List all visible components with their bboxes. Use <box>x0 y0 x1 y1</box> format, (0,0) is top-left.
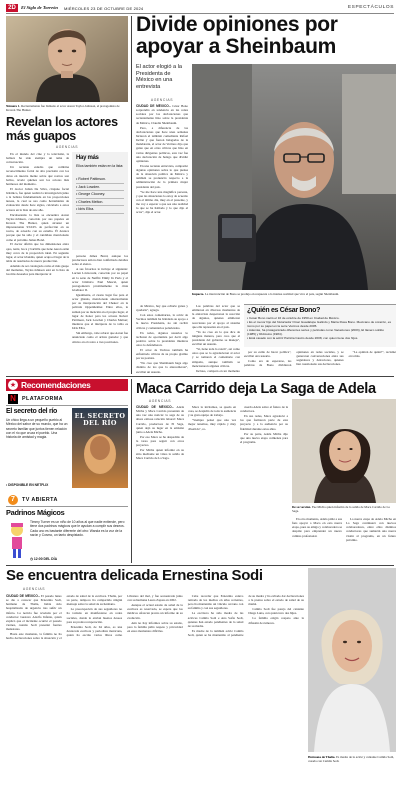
left-agency: AGENCIAS <box>55 145 79 149</box>
banner-title: Recomendaciones <box>21 380 91 390</box>
paragraph: Encabezando la lista se encuentra Aaron Taylor-Johnson, conocido por sus papeles en Kraven The Hunter, quien alcanzó un impresionante 93.04% de perfección en su rostro, de acuerdo con su estudio. Él destaca porque que ha sido y el candidato mencionado como el próximo James Bond. <box>6 212 69 242</box>
paragraph: Además de ser catalogado como el más guapo del momento, Taylor-Johnson está en la lista de los más deseados para interpretar al <box>6 264 69 277</box>
left-photo-caption <box>6 104 128 112</box>
main-lede: El actor elogió a la Presidenta de México en una entrevista <box>136 64 183 90</box>
paragraph: Por eso Maca se ha despedido de la tarea para seguir con otros proyectos. <box>136 434 184 448</box>
list-item: • Robert Pattinson. <box>76 176 124 184</box>
paragraph: Un reciente estudio que combina reconocimiento facial de alta precisión con los datos en nuestra mente sobre qué rostros son bellos, reveló quiénes son los actores más hermosos del momento. <box>6 165 69 186</box>
paragraph: CIUDAD DE MÉXICO.- Adela Micha y Maca Carrido presentan de una vez una noticia: la saga de su ahora exitosa relación laboral: Maca Carrido, productora de El Saga, quien dejó su lugar en la emisión junto a Adela Micha. <box>136 405 184 434</box>
paragraph: Incluso, comparó en un momento <box>196 368 240 373</box>
paragraph: "Yo no creo en lo que dice de ninguna manera, pero creo que el presidente del gobierno se maneja", escribió un usuario. <box>192 329 240 347</box>
sidebar-title: Hay más <box>76 155 99 161</box>
dateline: CIUDAD DE MÉXICO.- <box>136 405 174 409</box>
paper-name: El Siglo de Torreón <box>21 5 58 10</box>
bottom-photo-caption <box>308 755 396 763</box>
portrait-illustration <box>292 399 396 503</box>
paragraph: La familia exigió respeto ante la difusión de rumores. <box>248 616 304 625</box>
caption-name: Hermana de Thalía. <box>308 755 336 759</box>
caption-text: Recientemente fue llamado el actor Aaron Taylor-Johnson, el protagonista de Kraven The Hunter. <box>6 104 120 112</box>
paragraph: Es madre de la también actriz Camila Sodi, quien se ha mantenido al pendiente de su madre y ha evitado dar declaraciones a la prensa sobre el estado de salud de su mamá. <box>187 594 304 637</box>
show2-text: Timmy Turner es un niño de 10 años al que nadie entiende, pero tiene dos padrinos mágicos que le ayudan a cumplir sus deseos. Cada uno es bastante diferente del otro: Wanda es la voz de la razón y Cosmo, un tanto despistado. <box>30 520 125 537</box>
section-name: ESPECTÁCULOS <box>347 5 394 11</box>
maca-agency: AGENCIAS <box>148 399 172 403</box>
maca-headline: Maca Carrido deja La Saga de Adela <box>136 381 376 397</box>
list-item: • Idris Elba. <box>76 206 124 214</box>
maca-col-2 <box>188 405 236 561</box>
paragraph: El doctor afirmó que los dimensiones entre ojos, nariz, boca y barbilla que tiene Aaron están muy cerca de la proporción ideal. En segundo lugar, el actor irlandés, quien ocupa el lugar de la tabla de resultados de nueva producción. <box>6 242 69 264</box>
paragraph: La nueva etapa de Adela Micha en La Saga continuará con nuevos colaboradores, entre ellos distintos conductores que sumarán una nueva visión al programa, en un futuro próximo. <box>346 517 396 542</box>
paragraph: Aunque el actual estado de salud de la escritora es reservado, se espera que los médicos ofrezcan pronto un informe de su evolución. <box>127 603 183 620</box>
section-divider <box>6 376 394 377</box>
maca-col-1 <box>136 405 184 561</box>
paragraph: "No creo que Sheinbaum haga algo distinto de los que la antecedieron", escribió un usuario. <box>136 361 188 374</box>
platform1-name: PLATAFORMA <box>22 396 63 402</box>
more-actors-sidebar <box>72 152 128 250</box>
paragraph: Igualmente, el cuarto lugar fue para el actor ghanés, mencionado anteriormente por su interpretación del Chekov en la película Oppenheimer. Entre ellos, le suman por su mención en el propio lugar, el lugar de honor para los actores Robert Pattinson, Jack Lowden y Charles Melton; mientras que el intérprete de la tabla es Idris Elba. <box>72 293 128 331</box>
portrait-illustration <box>6 16 128 102</box>
paragraph: En redes, algunos usuarios lo tacharon de oportunista por decir algo positivo sobre la presidenta mientras otros lo defendieron. <box>136 330 188 347</box>
main-headline <box>136 14 396 58</box>
bottom-headline: Se encuentra delicada Ernestina Sodi <box>6 567 263 584</box>
maca-col-4 <box>292 517 342 561</box>
paragraph: "Se me hace una magnífica persona, y que las situaciones lo estoy de acuerdo con el último día, muy en el presente, y me voy a esperar a que sea una realidad lo que se ha hablado y lo que dijo el actor", dijo el actor. <box>136 189 188 215</box>
main-col-1 <box>136 104 188 300</box>
paragraph: cuerda Adela sobre el futuro de la conductora. <box>240 405 288 414</box>
list-item: • Jack Lowden. <box>76 184 124 192</box>
caption-name: Impacto. <box>192 292 205 296</box>
middle-body <box>72 254 128 374</box>
paragraph: de México, hay que echarle ganas y ayudarla", agregó. <box>136 304 188 313</box>
padrinos-magicos-art <box>6 520 28 560</box>
maca-col-3 <box>240 405 288 561</box>
ernestina-sodi-photo <box>308 568 396 752</box>
paragraph: Hasta este momento, la familia no ha hecho declaraciones sobre la situación y el estado de salud de la escritora. Thalía, por su parte, tampoco ha compartido ningún mensaje sobre la salud de su hermana. <box>6 594 123 641</box>
caption-name: De su versión. <box>292 505 312 509</box>
list-item: ▪ Está casado con la actriz Patricia Castro desde 2008, con quien tiene dos hijos. <box>247 336 359 340</box>
aaron-taylor-johnson-photo <box>6 16 128 102</box>
paragraph: El doctor Julian De Silva, cirujano facial británico, fue quien realizó la investigación junto a la belleza fundamentada en las proporciones áureas, la cual se usa como herramienta de evaluación desde hace siglos, calculada a estos actores en la lista de este año. <box>6 186 69 212</box>
platform2-name: TV ABIERTA <box>22 497 58 503</box>
issue-date: MIÉRCOLES 23 DE OCTUBRE DE 2024 <box>64 5 144 11</box>
column-divider <box>131 379 132 563</box>
paragraph: Por su parte, Adela Micha dijo que una nueva etapa comienza para el programa. <box>240 431 288 444</box>
maca-col-5 <box>346 517 396 561</box>
paragraph: Por Micha quien informó en su sitio mediante un video la salida de Maca Carrido de La Saga. <box>136 448 184 461</box>
paragraph: Como era de esperarse, las palabras de Bono dividieron opiniones en redes sociales, y se generaron conversaciones entre sus seguidores y detractores, quienes han cuestionado sus declaraciones. <box>244 350 344 368</box>
column-divider <box>131 16 132 374</box>
el-secreto-del-rio-poster <box>72 408 128 488</box>
main-agency: AGENCIAS <box>150 98 174 102</box>
caption-text: Es madre de la actriz y cantante Camila Sodi, casada con Camila Sodi. <box>308 755 395 763</box>
platform2-header <box>6 495 128 507</box>
paragraph: CIUDAD DE MÉXICO.- César Bono sorprendió en tendencia en las redes sociales por las declaraciones que recientemente hizo sobre la presidenta de México, Claudia Sheinbaum. <box>136 104 188 125</box>
list-item: ▪ Además, ha protagonizado diferentes series y películas como Vacaciones (2003), El llanero solitito (1985) y Ridículos (1984). <box>247 328 384 336</box>
paragraph: CIUDAD DE MÉXICO.- El pasado lunes se dio a conocer que Ernestina Sodi, hermana de Thalía, había sido hospitalizada de urgencia tras sufrir un infarto. La noticia fue revelada por el conductor Gustavo Adolfo Infante, quien explicó que el incidente ocurrió el pasado viernes, cuando Sodi presentó fuertes malestares. <box>6 594 62 632</box>
paragraph: Cabe recordar que Ernestina estuvo retirada de los medios en años recientes, pero ha mantenido un vínculo cercano con su familia y con sus seguidores. <box>187 594 244 611</box>
sidebar-list <box>76 176 124 214</box>
cesar-bono-photo <box>192 64 396 290</box>
poster-title: EL SECRETO DEL RÍO <box>74 412 126 427</box>
caption-name: Número 1. <box>6 104 21 108</box>
headline-line: apoyar a Sheinbaum <box>136 35 336 58</box>
bio-box <box>244 304 396 347</box>
show2-time: ◷ 12:00 DEL DÍA <box>30 557 58 561</box>
show1-platform: • DISPONIBLE EN NETFLIX <box>6 483 49 487</box>
section-divider <box>6 565 394 566</box>
paragraph: A sus favoritos le incluye el siguiente: Lucien Laviscount, conocido por su papel en la serie de Netflix Emily In Paris y el actor británico Paul Mescal, quien protagonizará próximamente la cinta Gladiator II. <box>72 267 128 293</box>
paragraph: "Siempre pensé que una vez mejor tenemos, muy rápido y muy divertido", re- <box>188 418 236 431</box>
caption-text: Fue Micha quien informó de la salida de Maca Carrido de La Saga. <box>292 505 390 513</box>
paragraph: En sus redes, Maca agradeció a los que formaron parte de este proyecto y a la audiencia por su fidelidad durante estos años. <box>240 414 288 431</box>
show1-title: El secreto del río <box>6 408 58 415</box>
interview-scene-illustration <box>192 64 396 290</box>
left-headline: Revelan los actores más guapos <box>6 115 118 143</box>
bottom-agency: AGENCIAS <box>22 587 46 591</box>
paragraph: por su estilo de hacer política", escribió otra usuaria. <box>244 350 292 359</box>
paragraph: Las palabras del actor que se emitieron en diversos momentos de la entrevista despertaron la reacción de algunos, quienes emitieron reacciones por el apoyo al sistema que ella representa en el país. <box>192 304 240 329</box>
bottom-body <box>6 594 304 789</box>
show2-title: Padrinos Mágicos <box>6 508 65 517</box>
main-col-3 <box>136 304 188 374</box>
paragraph: Camila Sodi fue pareja del cantante Diego Luna, con quien tuvo dos hijos. <box>248 607 304 616</box>
left-body <box>6 152 69 374</box>
cartoon-illustration <box>6 520 28 560</box>
paragraph: En una reciente entrevista, compartió algunas opiniones sobre lo que piensa de la situación política de México y también se pronunció respecto a la administración de la primera mujer presidenta del país. <box>136 163 188 189</box>
main-col-2 <box>192 304 240 374</box>
paragraph: "La opinión de quién?", reclamó otra más. <box>348 350 396 359</box>
paragraph: Maca la invitamos, se queda en casa, se despidió de toda la audiencia y su gran equipo de trabajo. <box>188 405 236 418</box>
platform1-header <box>6 394 128 406</box>
paragraph: Con estos comentarios, la actriz de Vecinos también ha brindado su apoyo a la nueva Presidenta, no sin recibir críticas y comentarios polarizados. <box>136 313 188 330</box>
dateline: CIUDAD DE MÉXICO.- <box>6 594 40 598</box>
paragraph: En otro momento, Adela pidió a sus fans apoyar a Maca en esta nueva etapa, pues su amiga y colaboradora se despide para emprender un nuevo camino profesional. <box>292 517 342 538</box>
bio-list <box>247 316 393 340</box>
paragraph: Ernestina Sodi, de 64 años, es una destacada escritora y periodista mexicana, quien ha escrito varios libros como Líbranos del mal, y fue secuestrada junto con su hermana Laura Zapata en 2002. <box>66 594 183 637</box>
list-item: ▪ César Bono nació el 16 de octubre de 1950 en Ciudad de México. <box>247 316 340 320</box>
show1-text: Un chico llega a un pequeño pueblo al México del sabor de su mundo, que ha un secreto familiar que juntos tienen relación con el río que cruza el pueblo. Una historia de amistad y magia. <box>6 418 68 440</box>
paragraph: La preocupación de sus seguidores no ha tardado en manifestarse en redes sociales, donde le envían buenos deseos para su pronta recuperación. <box>66 607 123 624</box>
paragraph: La escritora ha sido madre de las actrices Camila Sodi e Ana Sofía Sodi, quienes han estado pendientes de la salud de su madre. <box>187 611 244 628</box>
main-col-4 <box>244 350 396 374</box>
paragraph: Pero, a diferencia de las declaraciones que hace unas semanas hicieron el también comediante Rafael Inclán y que fueron halagadas de la mandataria, el actor de Vecinos dijo que gente que en otras críticas que hizo en varias dirigentes políticos, esta vez fue una declaración de halago que dividió opiniones. <box>136 125 188 163</box>
headline-line: Divide opiniones por <box>136 13 338 36</box>
channel-7-logo-icon: 7 <box>8 495 18 505</box>
maca-photo-caption <box>292 505 396 513</box>
main-photo-caption <box>192 292 396 296</box>
paragraph: En el mundo del cine y la televisión, la belleza ha sido siempre un tema de conversación. <box>6 152 69 165</box>
paragraph: El actor de Vecinos también ha enfrentado críticas de su propio gremio por su postura. <box>136 347 188 361</box>
caption-text: La intervención de Bono se produjo en respuesta a la intensa realidad que vive el país, según Sheinbaum. <box>204 292 340 296</box>
maca-carrido-photo <box>292 399 396 503</box>
paragraph: Sin embargo, cabe aclarar que Aaron fue anunciado como el artista ganador y que obtuvo en el rostro a tres posiciones. <box>72 331 128 344</box>
paragraph: "Sí, tiene toda la razón", así como otros que se lo agradecieron al actor y se tomaron el comentario con simpatía, aunque también se mencionaron algunas críticas. <box>192 347 240 368</box>
list-item: • Charles Melton. <box>76 199 124 207</box>
netflix-logo-icon: N <box>8 394 18 404</box>
page-number: 2D <box>6 4 18 12</box>
list-item: ▪ Es el menor hijo del historiador Omar Guadalupe Galindo y María Rosa Bono. Mexicano de corazón, es ícono por su papel en la serie Vecinos desde 2005. <box>247 320 392 328</box>
dateline: CIUDAD DE MÉXICO.- <box>136 104 171 108</box>
paragraph: Aún no hay informes sobre su estado, pero la familia pidió respeto y privacidad en estos momentos difíciles. <box>127 620 183 633</box>
paragraph: persona James Bond, aunque los productores aún no han confirmado detalles sobre el elenco. <box>72 254 128 267</box>
portrait-illustration <box>308 568 396 752</box>
recommendations-banner <box>6 379 128 391</box>
star-icon: ★ <box>9 381 17 389</box>
bio-title: ¿Quién es César Bono? <box>247 307 321 314</box>
list-item: • George Clooney. <box>76 191 124 199</box>
sidebar-subtitle: Ellos también están en la lista: <box>76 164 124 168</box>
